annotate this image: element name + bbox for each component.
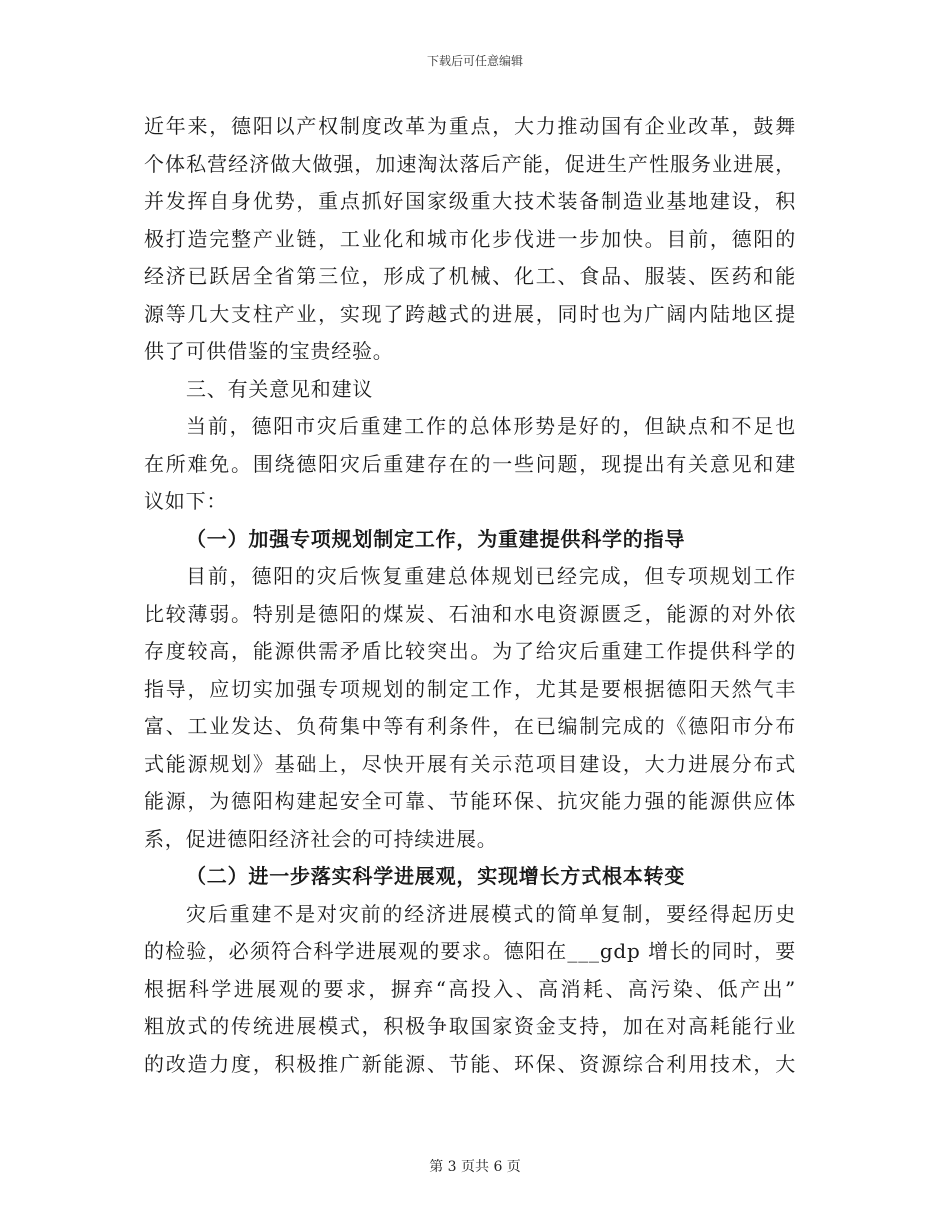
text-line: 三、有关意见和建议 [186, 376, 374, 401]
document-body [144, 108, 796, 1083]
text-line: 比较薄弱。特别是德阳的煤炭、石油和水电资源匮乏，能源的对外依 [144, 601, 796, 626]
page-header: 下载后可任意编辑 [426, 54, 523, 68]
text-line: 根据科学进展观的要求，摒弃“高投入、高消耗、高污染、低产出” [144, 976, 796, 1001]
text-line: 议如下： [144, 489, 228, 513]
page-footer: 第 3 页共 6 页 [429, 1159, 521, 1175]
text-line: 目前，德阳的灾后恢复重建总体规划已经完成，但专项规划工作 [186, 564, 796, 588]
text-line: 式能源规划》基础上，尽快开展有关示范项目建设，大力进展分布式 [144, 751, 796, 776]
text-line: 经济已跃居全省第三位，形成了机械、化工、食品、服装、医药和能 [144, 264, 796, 288]
text-line: 在所难免。围绕德阳灾后重建存在的一些问题，现提出有关意见和建 [144, 451, 796, 476]
text-line: 灾后重建不是对灾前的经济进展模式的简单复制，要经得起历史 [186, 901, 796, 926]
text-line: 近年来，德阳以产权制度改革为重点，大力推动国有企业改革，鼓舞 [144, 114, 796, 138]
text-line: 富、工业发达、负荷集中等有利条件，在已编制完成的《德阳市分布 [144, 714, 796, 738]
text-line: 源等几大支柱产业，实现了跨越式的进展，同时也为广阔内陆地区提 [144, 301, 796, 326]
text-line: 个体私营经济做大做强，加速淘汰落后产能，促进生产性服务业进展， [144, 151, 796, 176]
text-line: 的改造力度，积极推广新能源、节能、环保、资源综合利用技术，大 [144, 1051, 796, 1076]
text-line: 存度较高，能源供需矛盾比较突出。为了给灾后重建工作提供科学的 [144, 639, 796, 663]
text-line: 并发挥自身优势，重点抓好国家级重大技术装备制造业基地建设，积 [144, 189, 796, 213]
text-line: 粗放式的传统进展模式，积极争取国家资金支持，加在对高耗能行业 [144, 1014, 796, 1038]
text-line: 系，促进德阳经济社会的可持续进展。 [144, 826, 498, 851]
text-line: 当前，德阳市灾后重建工作的总体形势是好的，但缺点和不足也 [186, 414, 796, 438]
section-heading: （一）加强专项规划制定工作，为重建提供科学的指导 [186, 526, 686, 551]
text-line: 供了可供借鉴的宝贵经验。 [144, 339, 394, 363]
text-line: 的检验，必须符合科学进展观的要求。德阳在___gdp 增长的同时，要 [144, 939, 796, 963]
text-line: 能源，为德阳构建起安全可靠、节能环保、抗灾能力强的能源供应体 [144, 789, 796, 813]
text-line: 极打造完整产业链，工业化和城市化步伐进一步加快。目前，德阳的 [144, 226, 796, 251]
section-heading: （二）进一步落实科学进展观，实现增长方式根本转变 [186, 864, 686, 888]
text-line: 指导，应切实加强专项规划的制定工作，尤其是要根据德阳天然气丰 [144, 676, 796, 701]
